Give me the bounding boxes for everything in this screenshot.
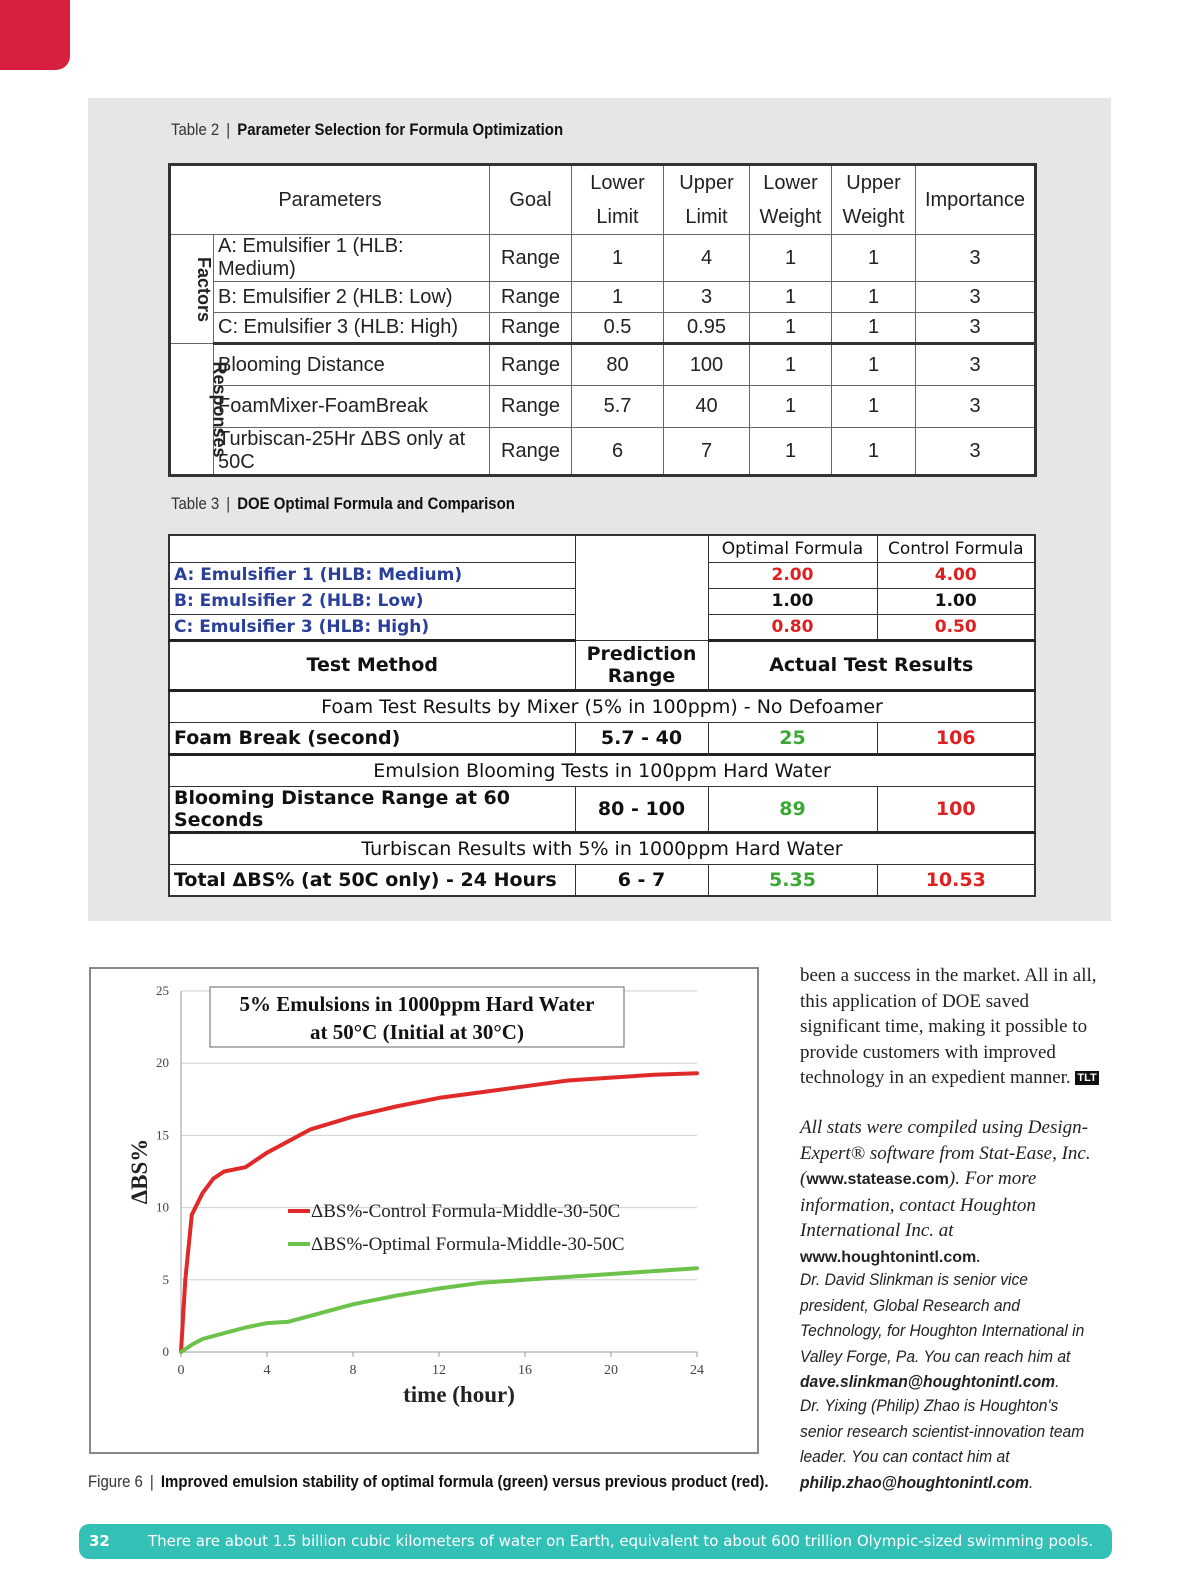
stats-note-text: ). For more information, contact Houghton International Inc. at (800, 1168, 1037, 1241)
param-lower-weight: 1 (750, 344, 832, 386)
parameter-selection-table (168, 163, 1037, 477)
param-upper-weight: 1 (832, 282, 916, 313)
y-tick-label: 20 (156, 1055, 169, 1071)
emulsifier-control: 0.50 (877, 614, 1035, 640)
param-lower-limit: 0.5 (572, 313, 664, 344)
header-upper-weight: Upper Weight (832, 165, 916, 235)
header-upper-limit: Upper Limit (664, 165, 750, 235)
header-actual-test-results: Actual Test Results (708, 640, 1035, 690)
author-bio-slinkman (800, 1267, 1087, 1395)
param-upper-limit: 40 (664, 386, 750, 428)
param-upper-limit: 100 (664, 344, 750, 386)
table2-caption-title: Parameter Selection for Formula Optimization (237, 120, 564, 139)
x-tick-label: 0 (177, 1363, 185, 1378)
table-row (169, 786, 1035, 832)
optimal-result: 25 (708, 722, 877, 754)
table2-caption-label: Table 2 (171, 120, 220, 139)
stats-note (800, 1115, 1112, 1270)
param-lower-weight: 1 (750, 235, 832, 282)
footer-fact-bar (79, 1524, 1112, 1559)
y-axis-label: ΔBS% (127, 1138, 152, 1205)
param-importance: 3 (916, 428, 1036, 476)
emulsifier-name: B: Emulsifier 2 (HLB: Low) (169, 588, 575, 614)
legend-label: ΔBS%-Optimal Formula-Middle-30-50C (311, 1234, 625, 1255)
param-name: B: Emulsifier 2 (HLB: Low) (214, 282, 490, 313)
control-result: 100 (877, 786, 1035, 832)
page-number: 32 (89, 1532, 110, 1550)
series-line-optimal (181, 1268, 697, 1352)
chart-title: 5% Emulsions in 1000ppm Hard Water (239, 992, 595, 1016)
y-tick-label: 15 (156, 1127, 169, 1143)
statease-link[interactable]: www.statease.com (806, 1171, 949, 1188)
test-name: Blooming Distance Range at 60 Seconds (169, 786, 575, 832)
closing-paragraph (800, 963, 1112, 1091)
table-row (169, 722, 1035, 754)
x-tick-label: 4 (263, 1363, 271, 1378)
zhao-email-link[interactable]: philip.zhao@houghtonintl.com (800, 1472, 1029, 1492)
houghton-link[interactable]: www.houghtonintl.com (800, 1248, 977, 1266)
y-tick-label: 0 (162, 1344, 169, 1359)
emulsifier-optimal: 1.00 (708, 588, 877, 614)
y-tick-label: 25 (156, 983, 169, 998)
table-row (170, 344, 1036, 386)
group-label-responses: Responses (170, 344, 214, 476)
param-lower-limit: 1 (572, 282, 664, 313)
figure6-caption-title: Improved emulsion stability of optimal formula (green) versus previous product (red). (160, 1472, 769, 1491)
param-importance: 3 (916, 282, 1036, 313)
param-upper-weight: 1 (832, 428, 916, 476)
param-goal: Range (490, 282, 572, 313)
param-lower-weight: 1 (750, 313, 832, 344)
table-row (170, 282, 1036, 313)
param-goal: Range (490, 344, 572, 386)
param-lower-limit: 6 (572, 428, 664, 476)
closing-paragraph-text: been a success in the market. All in all, this application of DOE saved significant time, making it possible to provide customers with improved technology in an expedient manner. (800, 965, 1097, 1088)
header-lower-limit: Lower Limit (572, 165, 664, 235)
stats-note-text: . (976, 1245, 982, 1267)
x-tick-label: 20 (604, 1363, 618, 1378)
optimal-result: 5.35 (708, 864, 877, 896)
param-upper-weight: 1 (832, 235, 916, 282)
param-upper-weight: 1 (832, 344, 916, 386)
param-lower-weight: 1 (750, 282, 832, 313)
param-goal: Range (490, 235, 572, 282)
param-upper-limit: 4 (664, 235, 750, 282)
section-heading: Emulsion Blooming Tests in 100ppm Hard Water (169, 754, 1035, 786)
param-goal: Range (490, 428, 572, 476)
header-lower-weight: Lower Weight (750, 165, 832, 235)
emulsifier-control: 1.00 (877, 588, 1035, 614)
param-goal: Range (490, 386, 572, 428)
param-lower-limit: 80 (572, 344, 664, 386)
param-upper-weight: 1 (832, 313, 916, 344)
tlt-end-badge: TLT (1077, 1072, 1097, 1084)
y-tick-label: 10 (156, 1199, 169, 1215)
param-name: Turbiscan-25Hr ΔBS only at 50C (214, 428, 490, 476)
table-row (170, 235, 1036, 282)
param-lower-weight: 1 (750, 428, 832, 476)
line-chart-svg (91, 969, 757, 1452)
col-control-formula: Control Formula (877, 535, 1035, 562)
blank-cell (169, 535, 575, 562)
param-name: A: Emulsifier 1 (HLB: Medium) (214, 235, 490, 282)
param-upper-limit: 7 (664, 428, 750, 476)
legend-label: ΔBS%-Control Formula-Middle-30-50C (311, 1201, 621, 1222)
x-tick-label: 16 (518, 1363, 532, 1378)
figure6-caption-label: Figure 6 (88, 1472, 143, 1491)
x-tick-label: 12 (432, 1363, 446, 1378)
section-heading: Foam Test Results by Mixer (5% in 100ppm) - No Defoamer (169, 690, 1035, 722)
author-bio-zhao (800, 1393, 1087, 1495)
param-name: FoamMixer-FoamBreak (214, 386, 490, 428)
y-tick-label: 5 (162, 1271, 169, 1287)
header-goal: Goal (490, 165, 572, 235)
section-heading: Turbiscan Results with 5% in 1000ppm Hard Water (169, 832, 1035, 864)
param-importance: 3 (916, 313, 1036, 344)
bio-text: Dr. David Slinkman is senior vice president, Global Research and Technology, for Houghton International in Valley Forge, Pa. You can reach him at (800, 1270, 1085, 1366)
optimal-result: 89 (708, 786, 877, 832)
param-importance: 3 (916, 386, 1036, 428)
control-result: 106 (877, 722, 1035, 754)
x-tick-label: 24 (690, 1363, 704, 1378)
emulsifier-optimal: 2.00 (708, 562, 877, 588)
param-upper-limit: 3 (664, 282, 750, 313)
doe-comparison-table (168, 534, 1036, 897)
param-upper-limit: 0.95 (664, 313, 750, 344)
prediction-range: 6 - 7 (575, 864, 708, 896)
emulsifier-control: 4.00 (877, 562, 1035, 588)
param-goal: Range (490, 313, 572, 344)
stats-note-text: All stats were compiled using Design-Expert® software from Stat-Ease, Inc. ( (800, 1117, 1091, 1189)
table-row (170, 428, 1036, 476)
col-optimal-formula: Optimal Formula (708, 535, 877, 562)
bio-text: . (1055, 1372, 1060, 1391)
table-row (170, 386, 1036, 428)
table-row (169, 864, 1035, 896)
param-name: C: Emulsifier 3 (HLB: High) (214, 313, 490, 344)
prediction-range: 5.7 - 40 (575, 722, 708, 754)
prediction-range: 80 - 100 (575, 786, 708, 832)
group-label-factors: Factors (170, 235, 214, 344)
bio-text: . (1028, 1472, 1034, 1492)
bio-text: Dr. Yixing (Philip) Zhao is Houghton's senior research scientist-innovation team leader. You can contact him at (800, 1396, 1085, 1466)
table3-caption-title: DOE Optimal Formula and Comparison (237, 494, 515, 513)
param-importance: 3 (916, 235, 1036, 282)
table3-caption: Table 3 | DOE Optimal Formula and Comparison (171, 494, 515, 513)
x-axis-label: time (hour) (403, 1382, 515, 1407)
param-importance: 3 (916, 344, 1036, 386)
blank-cell (575, 535, 708, 640)
header-parameters: Parameters (170, 165, 490, 235)
header-prediction-range: Prediction Range (575, 640, 708, 690)
figure-6-chart (89, 967, 759, 1454)
param-lower-limit: 1 (572, 235, 664, 282)
control-result: 10.53 (877, 864, 1035, 896)
table-row (170, 313, 1036, 344)
emulsifier-name: A: Emulsifier 1 (HLB: Medium) (169, 562, 575, 588)
x-tick-label: 8 (349, 1363, 357, 1378)
param-lower-weight: 1 (750, 386, 832, 428)
emulsifier-optimal: 0.80 (708, 614, 877, 640)
test-name: Total ΔBS% (at 50C only) - 24 Hours (169, 864, 575, 896)
emulsifier-name: C: Emulsifier 3 (HLB: High) (169, 614, 575, 640)
table3-caption-label: Table 3 (171, 494, 220, 513)
footer-fact-text: There are about 1.5 billion cubic kilometers of water on Earth, equivalent to about 600 trillion Olympic-sized swimming pools. (148, 1532, 1094, 1550)
table2-caption: Table 2 | Parameter Selection for Formula Optimization (171, 120, 564, 139)
figure6-caption: Figure 6 | Improved emulsion stability of optimal formula (green) versus previous product (red). (88, 1472, 769, 1491)
chart-subtitle: at 50°C (Initial at 30°C) (310, 1020, 524, 1044)
param-name: Blooming Distance (214, 344, 490, 386)
header-test-method: Test Method (169, 640, 575, 690)
corner-accent-tab (0, 0, 70, 70)
param-upper-weight: 1 (832, 386, 916, 428)
test-name: Foam Break (second) (169, 722, 575, 754)
header-importance: Importance (916, 165, 1036, 235)
slinkman-email-link[interactable]: dave.slinkman@houghtonintl.com (800, 1372, 1056, 1391)
param-lower-limit: 5.7 (572, 386, 664, 428)
